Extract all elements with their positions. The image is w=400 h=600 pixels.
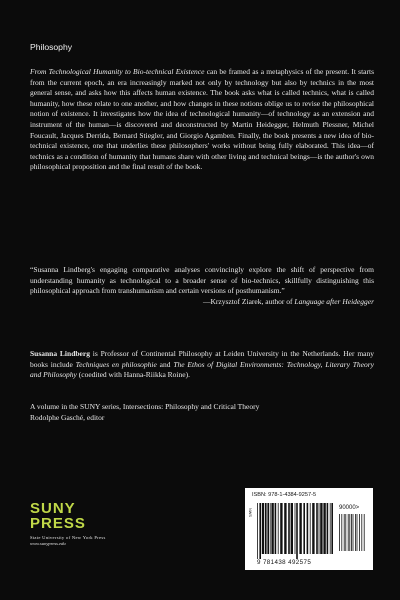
barcode-bar [348, 514, 349, 551]
barcode-bar [278, 503, 279, 554]
barcode-bar [295, 503, 296, 554]
publisher-url: www.sunypress.edu [30, 541, 66, 546]
attribution-prefix: —Krzysztof Ziarek, author of [202, 296, 295, 306]
logo-press-text: PRESS [30, 515, 86, 532]
barcode-bar [267, 503, 269, 554]
barcode-bar [275, 503, 277, 554]
series-line: A volume in the SUNY series, Intersections: Philosophy and Critical Theory [30, 402, 260, 411]
category-label: Philosophy [30, 42, 73, 52]
barcode-bar [323, 503, 325, 554]
description-body: can be framed as a metaphysics of the present. It starts from the current epoch, an era increasingly marked not only by technology but also by technics in the most general sense, and asks how this affects human existence. The book asks what is called technics, what is called humanity, how these relate to one another, and how changes in these notions oblige us to revise the philosophical notion of existence. It investigates how the idea of technological humanity—of technology as an extension and instrument of the human—is discovered and deconstructed by Martin Heidegger, Helmuth Plessner, Michel Foucault, Jacques Derrida, Bernard Stiegler, and Giorgio Agamben. Finally, the book presents a new idea of bio-technical existence, one that underlies these philosophers' works without being fully elaborated. This idea—of technics as a condition of humanity that humans share with other living and technical beings—is the author's own philosophical proposition and the final result of the book. [30, 67, 375, 172]
ean-digits: 9 781438 492575 [257, 559, 312, 566]
author-name: Susanna Lindberg [30, 349, 90, 358]
barcode-bar [259, 503, 261, 559]
barcode-bar [341, 514, 342, 551]
barcode-bar [320, 503, 322, 554]
book-title: From Technological Humanity to Bio-technical Existence [30, 67, 205, 76]
addon-barcode-bars [339, 514, 365, 556]
isbn-barcode [245, 488, 373, 570]
barcode-bar [262, 503, 264, 554]
publisher-logo [30, 501, 106, 546]
barcode-bar [331, 503, 333, 554]
barcode-bar [265, 503, 267, 554]
barcode-bar [257, 503, 258, 559]
endorsement-quote: “Susanna Lindberg's engaging comparative analyses convincingly explore the shift of perspective from understanding humanity as technological to a broader sense of bio-technics, skillfully distinguishing this philosophical approach from transhumanism and certain versions of posthumanism.” [30, 265, 374, 296]
barcode-bar [310, 503, 311, 554]
author-bio [30, 349, 374, 381]
logo-suny-text: SUNY [30, 500, 76, 517]
barcode-bar [303, 503, 305, 554]
barcode-bar [299, 503, 301, 554]
barcode-side-code: NWS [248, 508, 252, 517]
series-note [30, 402, 374, 423]
barcode-bar [312, 503, 314, 554]
bio-book-1: Techniques en philosophie [75, 359, 157, 369]
series-editor: Rodolphe Gasché, editor [30, 412, 105, 422]
barcode-bar [361, 514, 362, 551]
barcode-bar [339, 514, 340, 551]
book-description [30, 67, 374, 173]
barcode-bar [327, 503, 329, 554]
attribution-book-title: Language after Heidegger [294, 296, 374, 306]
barcode-bar [316, 503, 318, 554]
barcode-bar [359, 514, 360, 551]
barcode-bar [330, 503, 331, 554]
barcode-price-code: 90000> [339, 505, 360, 511]
barcode-bar [291, 503, 293, 554]
isbn-number: ISBN: 978-1-4384-9257-5 [252, 492, 317, 498]
barcode-bar [284, 503, 286, 554]
barcode-bar [353, 514, 354, 551]
barcode-bar [307, 503, 309, 554]
barcode-bar [349, 514, 350, 551]
endorsement-blurb [30, 265, 374, 307]
bio-text: (coedited with Hanna-Riikka Roine). [76, 370, 190, 380]
barcode-bar [345, 514, 346, 551]
barcode-bar [288, 503, 290, 554]
barcode-bar [270, 503, 271, 554]
barcode-bar [357, 514, 358, 551]
barcode-bar [364, 514, 365, 551]
barcode-bar [319, 503, 320, 554]
bio-text: and [156, 359, 174, 369]
barcode-bar [271, 503, 273, 554]
barcode-bar [296, 503, 298, 559]
barcode-bar [344, 514, 345, 551]
bio-text: is Professor of Continental Philosophy at Leiden University in the Netherlands. Her many books include [30, 349, 374, 369]
publisher-name: State University of New York Press [30, 535, 106, 540]
endorsement-attribution [30, 297, 374, 308]
ean-barcode-bars [257, 503, 337, 559]
barcode-bar [280, 503, 282, 554]
barcode-bar [355, 514, 356, 551]
bio-book-2: The Ethos of Digital Environments: Technology, Literary Theory and Philosophy [30, 359, 374, 380]
barcode-bar [351, 514, 352, 551]
